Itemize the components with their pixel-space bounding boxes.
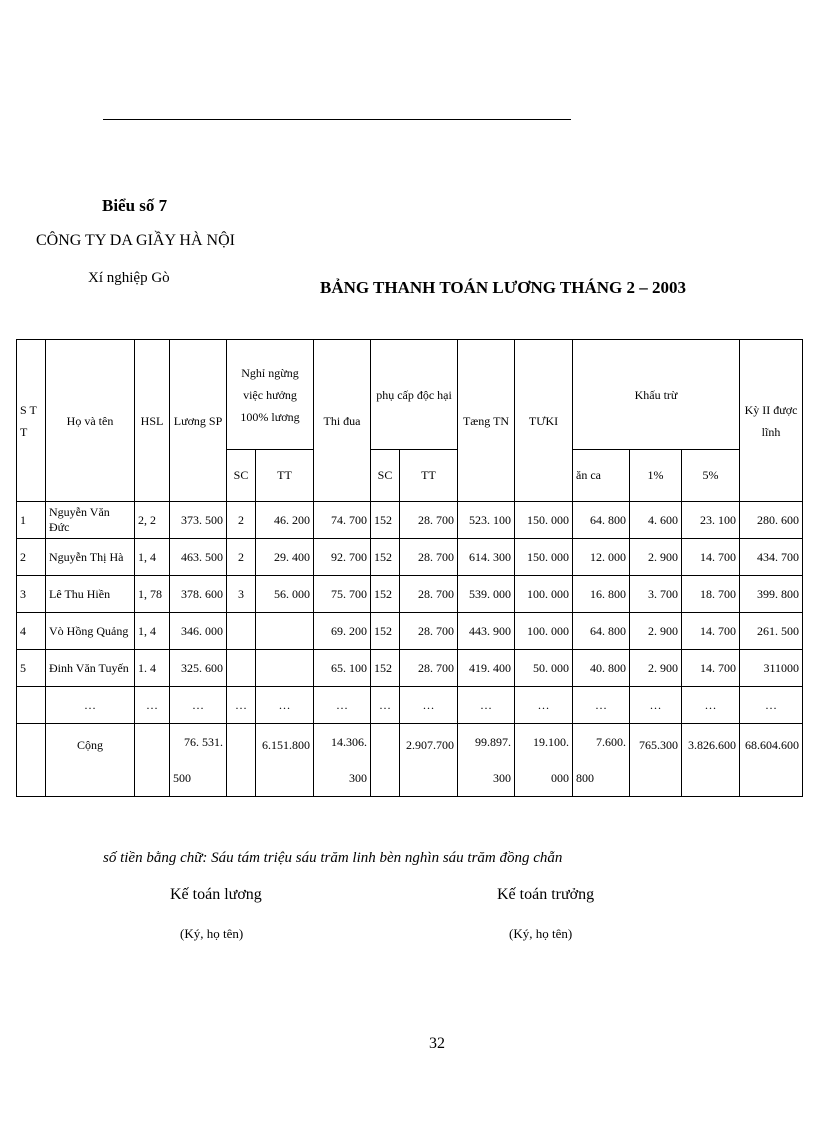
cell-hsl: 2, 2 <box>135 502 170 539</box>
cell-advance: 50. 000 <box>515 650 573 687</box>
cell-name: Đinh Văn Tuyến <box>46 650 135 687</box>
signer-payroll-accountant: Kế toán lương <box>170 886 262 903</box>
cell-ded-5: 14. 700 <box>682 613 740 650</box>
cell-ded-1: 2. 900 <box>630 650 682 687</box>
signer-chief-accountant: Kế toán trưởng <box>497 886 595 903</box>
total-advance: 19.100. 000 <box>515 724 573 797</box>
table-row <box>17 539 803 576</box>
cell-bonus: 75. 700 <box>314 576 371 613</box>
cell-allow-sc: 152 <box>371 613 400 650</box>
cell-bonus: 65. 100 <box>314 650 371 687</box>
cell-ded-5: 14. 700 <box>682 539 740 576</box>
cell-allow-sc: 152 <box>371 576 400 613</box>
header-hsl: HSL <box>135 340 170 502</box>
cell-ded-5: 14. 700 <box>682 650 740 687</box>
header-name: Họ và tên <box>46 340 135 502</box>
cell-salary: 378. 600 <box>170 576 227 613</box>
cell-ellipsis: … <box>573 687 630 724</box>
header-ded-1: 1% <box>630 450 682 502</box>
cell-total-income: 419. 400 <box>458 650 515 687</box>
cell-hsl: 1, 4 <box>135 539 170 576</box>
header-ded-5: 5% <box>682 450 740 502</box>
cell-ded-1: 2. 900 <box>630 539 682 576</box>
header-total-income: Tæng TN <box>458 340 515 502</box>
cell-empty <box>371 724 400 797</box>
cell-allow-tt: 28. 700 <box>400 539 458 576</box>
ellipsis-row <box>17 687 803 724</box>
cell-hsl: 1. 4 <box>135 650 170 687</box>
cell-leave-sc: 2 <box>227 539 256 576</box>
workshop-name: Xí nghiệp Gò <box>88 270 170 286</box>
cell-allow-tt: 28. 700 <box>400 576 458 613</box>
cell-stt: 5 <box>17 650 46 687</box>
header-allow-tt: TT <box>400 450 458 502</box>
cell-ellipsis: … <box>170 687 227 724</box>
cell-stt: 4 <box>17 613 46 650</box>
header-stt: S T T <box>17 340 46 502</box>
cell-allow-sc: 152 <box>371 650 400 687</box>
table-row <box>17 576 803 613</box>
cell-empty <box>17 687 46 724</box>
cell-stt: 2 <box>17 539 46 576</box>
form-number: Biểu số 7 <box>102 196 168 215</box>
cell-period2: 434. 700 <box>740 539 803 576</box>
cell-allow-tt: 28. 700 <box>400 502 458 539</box>
cell-ded-meal: 64. 800 <box>573 613 630 650</box>
cell-bonus: 69. 200 <box>314 613 371 650</box>
table-row <box>17 613 803 650</box>
cell-total-income: 443. 900 <box>458 613 515 650</box>
cell-ellipsis: … <box>682 687 740 724</box>
total-period2: 68.604.600 <box>740 724 803 797</box>
cell-hsl: 1, 4 <box>135 613 170 650</box>
header-allowance: phụ cấp độc hại <box>371 340 458 450</box>
signer-chief-note: (Ký, họ tên) <box>509 926 573 941</box>
cell-ellipsis: … <box>740 687 803 724</box>
total-bonus: 14.306. 300 <box>314 724 371 797</box>
cell-allow-tt: 28. 700 <box>400 613 458 650</box>
header-deductions: Khấu trừ <box>573 340 740 450</box>
cell-ellipsis: … <box>400 687 458 724</box>
payroll-table <box>16 339 803 797</box>
header-salary: Lương SP <box>170 340 227 502</box>
cell-advance: 150. 000 <box>515 502 573 539</box>
cell-bonus: 92. 700 <box>314 539 371 576</box>
cell-period2: 399. 800 <box>740 576 803 613</box>
total-label: Cộng <box>46 724 135 797</box>
total-income: 99.897. 300 <box>458 724 515 797</box>
cell-ellipsis: … <box>314 687 371 724</box>
cell-leave-tt: 46. 200 <box>256 502 314 539</box>
header-period2: Kỳ II được lĩnh <box>740 340 803 502</box>
cell-name: Lê Thu Hiền <box>46 576 135 613</box>
cell-total-income: 614. 300 <box>458 539 515 576</box>
cell-salary: 463. 500 <box>170 539 227 576</box>
cell-ded-meal: 16. 800 <box>573 576 630 613</box>
cell-leave-tt <box>256 613 314 650</box>
cell-leave-tt: 29. 400 <box>256 539 314 576</box>
header-advance: TƯKI <box>515 340 573 502</box>
cell-bonus: 74. 700 <box>314 502 371 539</box>
cell-leave-tt: 56. 000 <box>256 576 314 613</box>
cell-period2: 280. 600 <box>740 502 803 539</box>
cell-salary: 346. 000 <box>170 613 227 650</box>
header-row <box>17 340 803 450</box>
cell-hsl: 1, 78 <box>135 576 170 613</box>
cell-leave-tt <box>256 650 314 687</box>
cell-period2: 261. 500 <box>740 613 803 650</box>
cell-salary: 325. 600 <box>170 650 227 687</box>
cell-ellipsis: … <box>371 687 400 724</box>
cell-ellipsis: … <box>630 687 682 724</box>
total-allow-tt: 2.907.700 <box>400 724 458 797</box>
signer-payroll-note: (Ký, họ tên) <box>180 926 244 941</box>
cell-period2: 311000 <box>740 650 803 687</box>
cell-allow-tt: 28. 700 <box>400 650 458 687</box>
cell-stt: 3 <box>17 576 46 613</box>
cell-ellipsis: … <box>458 687 515 724</box>
cell-ded-meal: 12. 000 <box>573 539 630 576</box>
cell-leave-sc <box>227 613 256 650</box>
cell-total-income: 539. 000 <box>458 576 515 613</box>
header-leave-sc: SC <box>227 450 256 502</box>
total-ded-1: 765.300 <box>630 724 682 797</box>
cell-empty <box>135 724 170 797</box>
cell-ellipsis: … <box>46 687 135 724</box>
cell-name: Nguyễn Văn Đức <box>46 502 135 539</box>
total-row <box>17 724 803 797</box>
cell-ded-1: 4. 600 <box>630 502 682 539</box>
total-leave-tt: 6.151.800 <box>256 724 314 797</box>
cell-advance: 100. 000 <box>515 576 573 613</box>
cell-allow-sc: 152 <box>371 539 400 576</box>
cell-name: Vò Hồng Quảng <box>46 613 135 650</box>
cell-leave-sc: 3 <box>227 576 256 613</box>
document-title: BẢNG THANH TOÁN LƯƠNG THÁNG 2 – 2003 <box>320 278 687 297</box>
header-bonus: Thi đua <box>314 340 371 502</box>
header-leave: Nghỉ ngừng việc hưởng 100% lương <box>227 340 314 450</box>
cell-ellipsis: … <box>256 687 314 724</box>
cell-total-income: 523. 100 <box>458 502 515 539</box>
cell-leave-sc: 2 <box>227 502 256 539</box>
cell-ded-5: 18. 700 <box>682 576 740 613</box>
cell-advance: 100. 000 <box>515 613 573 650</box>
header-ded-meal: ăn ca <box>573 450 630 502</box>
cell-advance: 150. 000 <box>515 539 573 576</box>
total-ded-5: 3.826.600 <box>682 724 740 797</box>
page-number: 32 <box>429 1035 445 1052</box>
cell-ded-meal: 64. 800 <box>573 502 630 539</box>
cell-ded-1: 2. 900 <box>630 613 682 650</box>
header-allow-sc: SC <box>371 450 400 502</box>
cell-empty <box>227 724 256 797</box>
cell-name: Nguyễn Thị Hà <box>46 539 135 576</box>
cell-empty <box>17 724 46 797</box>
cell-ded-meal: 40. 800 <box>573 650 630 687</box>
cell-salary: 373. 500 <box>170 502 227 539</box>
top-rule <box>103 119 571 120</box>
company-name: CÔNG TY DA GIẦY HÀ NỘI <box>36 232 235 249</box>
cell-ded-1: 3. 700 <box>630 576 682 613</box>
table-row <box>17 650 803 687</box>
cell-ellipsis: … <box>227 687 256 724</box>
amount-in-words: số tiền bằng chữ: Sáu tám triệu sáu trăm linh bèn nghìn sáu trăm đồng chẵn <box>103 850 563 866</box>
total-salary: 76. 531. 500 <box>170 724 227 797</box>
cell-ellipsis: … <box>135 687 170 724</box>
table-row <box>17 502 803 539</box>
total-ded-meal: 7.600. 800 <box>573 724 630 797</box>
cell-leave-sc <box>227 650 256 687</box>
cell-ded-5: 23. 100 <box>682 502 740 539</box>
cell-stt: 1 <box>17 502 46 539</box>
cell-ellipsis: … <box>515 687 573 724</box>
cell-allow-sc: 152 <box>371 502 400 539</box>
header-leave-tt: TT <box>256 450 314 502</box>
